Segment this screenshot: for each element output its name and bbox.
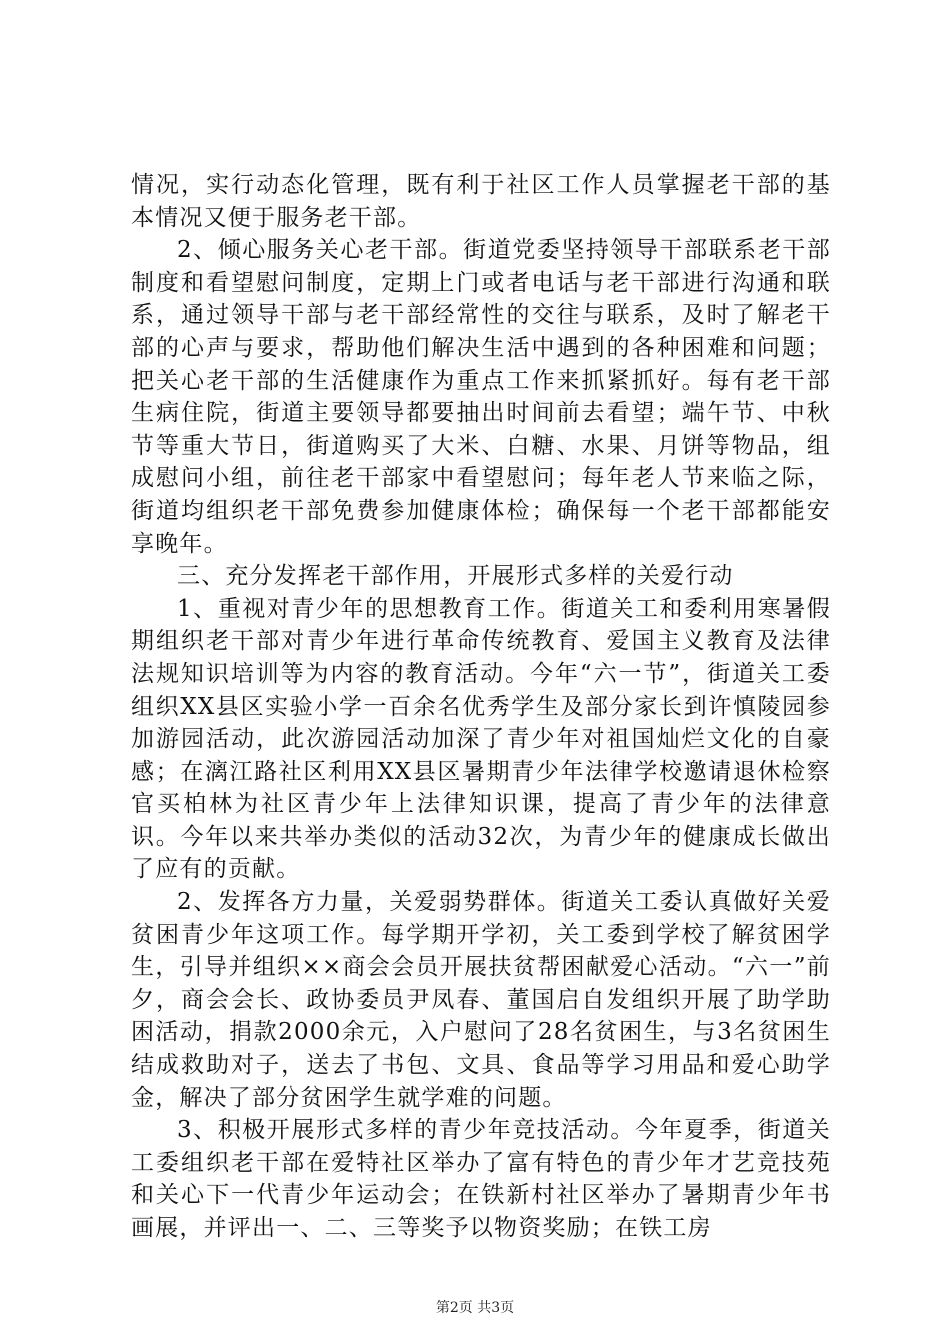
paragraph-4: 1、重视对青少年的思想教育工作。街道关工和委利用寒暑假期组织老干部对青少年进行革命传统教育、爱国主义教育及法律法规知识培训等为内容的教育活动。今年“六一节”，街道关工委组织XX县区实验小学一百余名优秀学生及部分家长到许慎陵园参加游园活动，此次游园活动加深了青少年对祖国灿烂文化的自豪感；在漓江路社区利用XX县区暑期青少年法律学校邀请退休检察官买柏林为社区青少年上法律知识课，提高了青少年的法律意识。今年以来共举办类似的活动32次，为青少年的健康成长做出了应有的贡献。 — [131, 595, 831, 883]
paragraph-6: 3、积极开展形式多样的青少年竞技活动。今年夏季，街道关工委组织老干部在爱特社区举办了富有特色的青少年才艺竞技苑和关心下一代青少年运动会；在铁新村社区举办了暑期青少年书画展，并评出一、二、三等奖予以物资奖励；在铁工房 — [131, 1117, 831, 1241]
page-footer: 第2页 共3页 — [435, 1300, 515, 1316]
paragraph-2: 2、倾心服务关心老干部。街道党委坚持领导干部联系老干部制度和看望慰问制度，定期上门或者电话与老干部进行沟通和联系，通过领导干部与老干部经常性的交往与联系，及时了解老干部的心声与要求，帮助他们解决生活中遇到的各种困难和问题；把关心老干部的生活健康作为重点工作来抓紧抓好。每有老干部生病住院，街道主要领导都要抽出时间前去看望；端午节、中秋节等重大节日，街道购买了大米、白糖、水果、月饼等物品，组成慰问小组，前往老干部家中看望慰问；每年老人节来临之际，街道均组织老干部免费参加健康体检；确保每一个老干部都能安享晚年。 — [131, 237, 831, 557]
paragraph-1: 情况，实行动态化管理，既有利于社区工作人员掌握老干部的基本情况又便于服务老干部。 — [131, 172, 831, 231]
paragraph-5: 2、发挥各方力量，关爱弱势群体。街道关工委认真做好关爱贫困青少年这项工作。每学期开学初，关工委到学校了解贫困学生，引导并组织××商会会员开展扶贫帮困献爱心活动。“六一”前夕，商会会长、政协委员尹凤春、董国启自发组织开展了助学助困活动，捐款2000余元，入户慰问了28名贫困生，与3名贫困生结成救助对子，送去了书包、文具、食品等学习用品和爱心助学金，解决了部分贫困学生就学难的问题。 — [131, 889, 831, 1111]
section-heading-3: 三、充分发挥老干部作用，开展形式多样的关爱行动 — [177, 563, 734, 590]
body-text — [131, 169, 831, 1245]
